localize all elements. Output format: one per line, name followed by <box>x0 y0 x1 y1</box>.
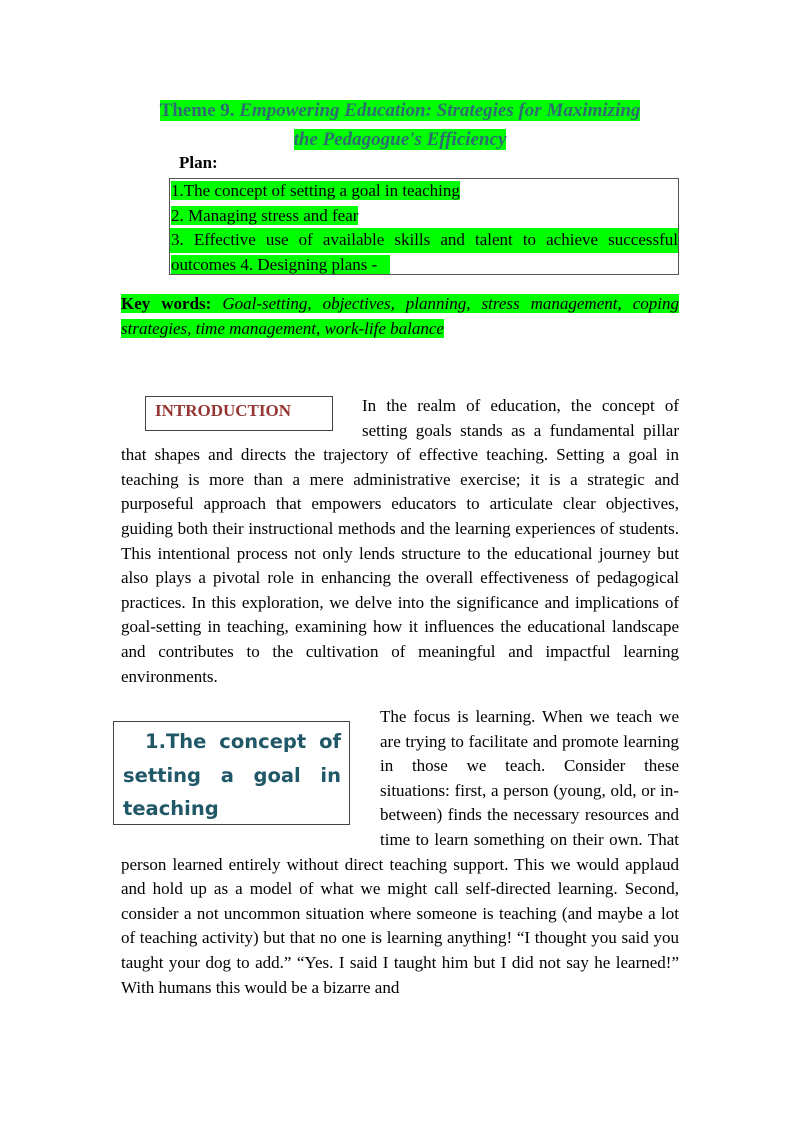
keywords <box>121 292 679 341</box>
plan-item-2: 2. Managing stress and fear <box>171 205 359 225</box>
title-italic-line1: Empowering Education: Strategies for Maximizing <box>239 100 641 121</box>
title-italic-line2: the Pedagogue's Efficiency <box>293 129 507 150</box>
keywords-label: Key words: <box>121 294 212 313</box>
plan-item-4: outcomes 4. Designing plans - <box>170 253 678 278</box>
plan-item-1: 1.The concept of setting a goal in teaching <box>171 181 460 200</box>
introduction-paragraph <box>121 394 679 689</box>
plan-box <box>169 178 679 275</box>
section-heading-text: 1.The concept of setting a goal in teaching <box>123 730 341 820</box>
plan-item-3: 3. Effective use of available skills and talent to achieve successful <box>170 228 678 253</box>
plan-label: Plan: <box>179 153 218 172</box>
keywords-text: Goal-setting, objectives, planning, stress management, coping strategies, time management, work-life balance <box>121 294 679 338</box>
introduction-text: In the realm of education, the concept of setting goals stands as a fundamental pillar that shapes and directs the trajectory of effective teaching. Setting a goal in teaching is more than a mere administrative exercise; it is a strategic and purposeful approach that empowers educators to articulate clear objectives, guiding both their instructional methods and the learning experiences of students. This intentional process not only lends structure to the educational journey but also plays a pivotal role in enhancing the overall effectiveness of pedagogical practices. In this exploration, we delve into the significance and implications of goal-setting in teaching, examining how it influences the educational landscape and contributes to the cultivation of meaningful and impactful learning environments. <box>121 396 679 686</box>
section-paragraph <box>121 705 679 1000</box>
section-text: The focus is learning. When we teach we are trying to facilitate and promote learning in those we teach. Consider these situations: first, a person (young, old, or in-between) finds the necessary resources and time to learn something on their own. That person learned entirely without direct teaching support. This we would applaud and hold up as a model of what we might call self-directed learning. Second, consider a not uncommon situation where someone is teaching (and maybe a lot of teaching activity) but that no one is learning anything! “I thought you said you taught your dog to add.” “Yes. I said I taught him but I did not say he learned!” With humans this would be a bizarre and <box>121 707 679 997</box>
page-title <box>121 96 679 154</box>
introduction-heading: INTRODUCTION <box>145 396 333 431</box>
title-prefix: Theme 9. <box>159 100 235 121</box>
